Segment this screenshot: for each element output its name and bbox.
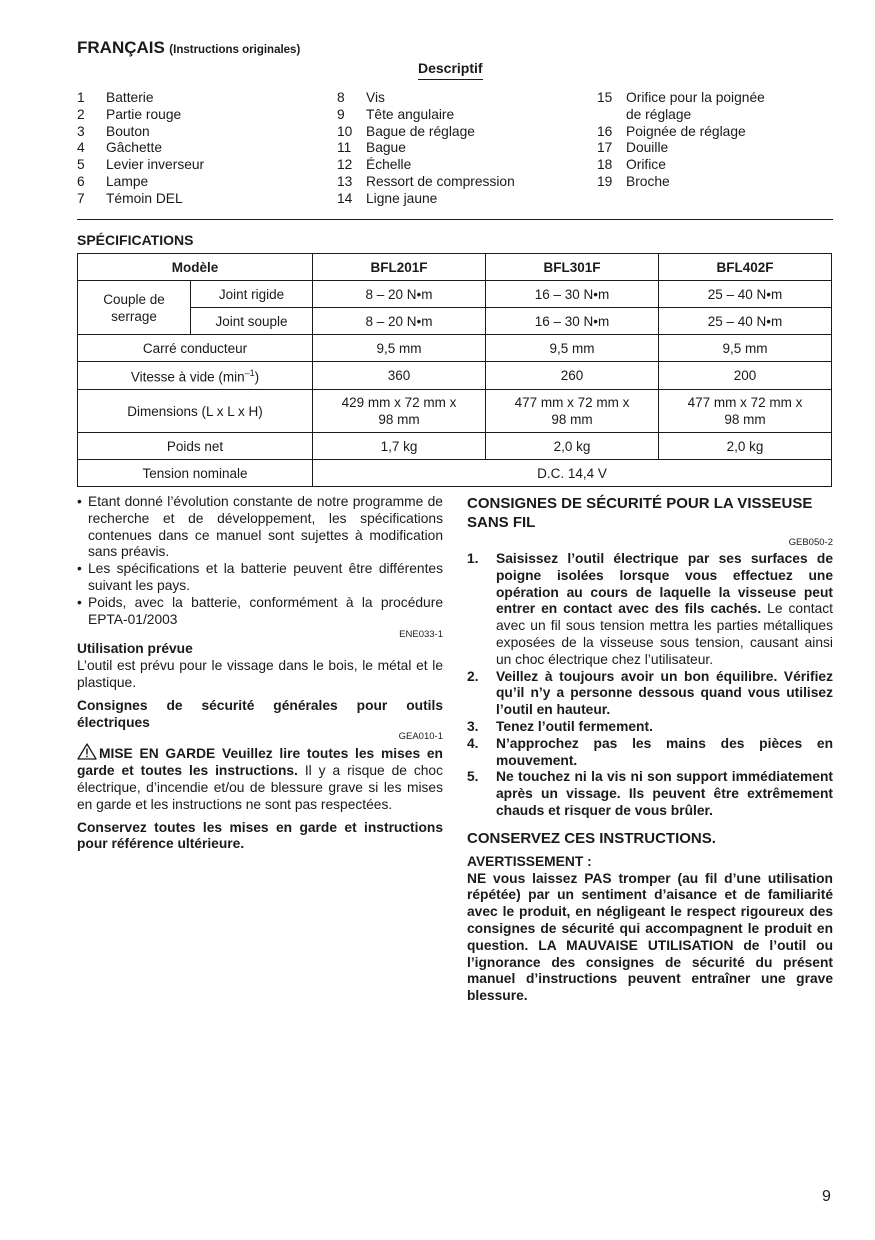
language-title: FRANÇAIS <box>77 38 165 57</box>
dimension-line: 429 mm x 72 mm x <box>341 395 457 410</box>
list-item <box>77 124 204 141</box>
table-row <box>78 362 832 390</box>
table-cell: Joint rigide <box>191 281 313 308</box>
speed-label-superscript: –1 <box>244 368 255 379</box>
list-item <box>77 140 204 157</box>
part-number: 17 <box>597 140 613 156</box>
table-row <box>78 254 832 281</box>
dimension-line: 98 mm <box>551 412 593 427</box>
list-item <box>467 736 833 770</box>
warning-body: NE vous laissez PAS tromper (au fil d’une utilisation répétée) par un sentiment d’aisance et de familiarité avec le produit, en négligeant le respect rigoureux des consignes de sécurité qui accompagnent le produit en question. LA MAUVAISE UTILISATION de l’outil ou l’ignorance des consignes de sécurité du présent manuel d’instructions peuvent entraîner une grave blessure. <box>467 870 833 1004</box>
dimension-line: 98 mm <box>724 412 766 427</box>
cordless-screwdriver-safety-title: CONSIGNES DE SÉCURITÉ POUR LA VISSEUSE SANS FIL <box>467 495 813 531</box>
spec-notes-list <box>77 494 443 628</box>
table-cell <box>313 390 486 433</box>
table-cell <box>78 281 191 335</box>
specifications-title: SPÉCIFICATIONS <box>77 232 194 248</box>
parts-list-column-2 <box>337 90 515 208</box>
part-number: 5 <box>77 157 85 173</box>
page-header <box>77 38 300 58</box>
item-text <box>496 736 833 770</box>
item-normal-text: Le contact avec un fil sous tension mettra les parties métalliques exposées de la visseuse sous tension, causant ainsi un choc électrique chez l’utilisateur. <box>496 601 833 667</box>
part-number: 2 <box>77 106 85 122</box>
table-cell <box>486 390 659 433</box>
table-cell: 260 <box>486 362 659 390</box>
list-item: • Les spécifications et la batterie peuvent être différentes suivant les pays. <box>77 561 443 595</box>
part-label: Ressort de compression <box>366 173 515 189</box>
table-cell <box>659 390 832 433</box>
keep-instructions-note: Conservez toutes les mises en garde et instructions pour référence ultérieure. <box>77 819 443 852</box>
item-number: 5. <box>467 769 479 785</box>
part-label: Bague de réglage <box>366 123 475 139</box>
part-label: Batterie <box>106 90 154 105</box>
torque-label-line: Couple de <box>103 291 165 307</box>
part-label: Poignée de réglage <box>626 123 746 139</box>
item-bold-text: Ne touchez ni la vis ni son support immédiatement après un vissage. Ils peuvent être extrêmement chauds et risquer de vous brûler. <box>496 769 833 818</box>
part-label: Lampe <box>106 173 149 189</box>
table-cell: 8 – 20 N•m <box>313 308 486 335</box>
parts-list-column-1 <box>77 90 204 208</box>
item-bold-text: Tenez l’outil fermement. <box>496 718 653 734</box>
table-cell: D.C. 14,4 V <box>313 460 832 487</box>
reference-code: GEB050-2 <box>788 537 833 548</box>
language-subtitle: (Instructions originales) <box>169 44 301 56</box>
part-label: Levier inverseur <box>106 157 205 173</box>
part-number: 9 <box>337 106 345 122</box>
list-item <box>77 191 204 208</box>
table-cell: 2,0 kg <box>486 433 659 460</box>
part-label: Gâchette <box>106 140 162 156</box>
part-label: de réglage <box>626 106 692 122</box>
part-label: Témoin DEL <box>106 190 183 206</box>
list-item <box>337 124 515 141</box>
item-number: 2. <box>467 668 479 684</box>
reference-code: ENE033-1 <box>399 629 443 641</box>
table-cell: 16 – 30 N•m <box>486 308 659 335</box>
reference-code: GEA010-1 <box>398 731 443 743</box>
list-item <box>77 90 204 107</box>
item-text <box>496 719 833 736</box>
part-number: 7 <box>77 190 85 206</box>
list-item <box>337 107 515 124</box>
table-cell: 360 <box>313 362 486 390</box>
list-item <box>467 669 833 719</box>
list-item <box>467 551 833 669</box>
item-bold-text: N’approchez pas les mains des pièces en mouvement. <box>496 735 833 768</box>
item-number: 1. <box>467 551 479 566</box>
part-label: Broche <box>626 173 670 189</box>
table-row <box>78 433 832 460</box>
part-label: Bague <box>366 140 406 156</box>
part-number: 14 <box>337 190 353 206</box>
part-number: 1 <box>77 90 85 105</box>
part-label: Vis <box>366 90 385 105</box>
table-cell: 200 <box>659 362 832 390</box>
table-header-cell: Modèle <box>78 254 313 281</box>
list-item <box>597 174 765 191</box>
page-number: 9 <box>822 1188 831 1205</box>
table-header-cell: BFL402F <box>659 254 832 281</box>
part-label: Orifice pour la poignée <box>626 90 765 105</box>
warning-paragraph <box>77 743 443 813</box>
general-safety-title: Consignes de sécurité générales pour outils électriques <box>77 697 443 730</box>
table-cell: Dimensions (L x L x H) <box>78 390 313 433</box>
part-number: 19 <box>597 173 613 189</box>
table-header-cell: BFL301F <box>486 254 659 281</box>
part-number: 12 <box>337 157 353 173</box>
part-label: Bouton <box>106 123 150 139</box>
list-item <box>597 90 765 107</box>
section-divider <box>77 219 833 220</box>
part-label: Ligne jaune <box>366 190 438 206</box>
list-item <box>337 90 515 107</box>
specifications-table <box>77 253 832 487</box>
table-cell: 8 – 20 N•m <box>313 281 486 308</box>
warning-triangle-icon <box>77 743 97 760</box>
part-number: 6 <box>77 173 85 189</box>
warning-bold-text: MISE EN GARDE Veuillez lire toutes les mises en garde et toutes les instructions. <box>77 746 443 779</box>
table-cell: 9,5 mm <box>313 335 486 362</box>
part-number: 4 <box>77 140 85 156</box>
table-cell: 16 – 30 N•m <box>486 281 659 308</box>
part-number: 11 <box>337 140 352 156</box>
part-number: 16 <box>597 123 613 139</box>
table-row <box>78 335 832 362</box>
table-row <box>78 390 832 433</box>
item-bold-text: Veillez à toujours avoir un bon équilibre. Vérifiez qu’il n’y a personne dessous quand vous utilisez l’outil en hauteur. <box>496 668 833 718</box>
list-item <box>337 140 515 157</box>
part-number: 18 <box>597 157 613 173</box>
part-number: 10 <box>337 123 353 139</box>
list-item <box>467 719 833 736</box>
part-label: Tête angulaire <box>366 106 455 122</box>
part-label: Douille <box>626 140 669 156</box>
dimension-line: 477 mm x 72 mm x <box>687 395 803 410</box>
list-item <box>597 124 765 141</box>
table-cell: 9,5 mm <box>659 335 832 362</box>
speed-label: Vitesse à vide (min <box>130 369 245 385</box>
item-number: 3. <box>467 718 479 734</box>
dimension-line: 98 mm <box>378 412 420 427</box>
list-item <box>597 140 765 157</box>
table-cell: 25 – 40 N•m <box>659 281 832 308</box>
part-number: 3 <box>77 123 85 139</box>
item-text <box>496 769 833 819</box>
part-number: 13 <box>337 173 353 189</box>
table-header-cell: BFL201F <box>313 254 486 281</box>
warning-title: AVERTISSEMENT : <box>467 853 592 869</box>
item-bold-text: Saisissez l’outil électrique par ses surfaces de poigne isolées lorsque vous effectuez une opération au cours de laquelle la visseuse peut entrer en contact avec des fils cachés. <box>496 551 833 617</box>
safety-rules-list <box>467 551 833 820</box>
intended-use-text: L’outil est prévu pour le vissage dans le bois, le métal et le plastique. <box>77 658 443 690</box>
dimension-line: 477 mm x 72 mm x <box>514 395 630 410</box>
list-item <box>77 174 204 191</box>
part-number <box>597 107 626 124</box>
table-row <box>78 460 832 487</box>
item-text <box>496 551 833 669</box>
left-column <box>77 494 443 853</box>
list-item <box>77 107 204 124</box>
table-row <box>78 308 832 335</box>
list-item: • Poids, avec la batterie, conformément à la procédure EPTA-01/2003 <box>77 595 443 629</box>
table-cell: Tension nominale <box>78 460 313 487</box>
table-row <box>78 281 832 308</box>
conserve-instructions-title: CONSERVEZ CES INSTRUCTIONS. <box>467 829 716 847</box>
warning-text: Il y a risque de choc électrique, d’incendie et/ou de blessure grave si les mises en garde et les instructions ne sont pas respectées. <box>77 763 444 812</box>
right-column <box>467 494 833 1005</box>
table-cell: Joint souple <box>191 308 313 335</box>
list-item <box>337 174 515 191</box>
part-number: 15 <box>597 90 613 105</box>
parts-list-column-3 <box>597 90 765 191</box>
table-cell: 9,5 mm <box>486 335 659 362</box>
part-label: Orifice <box>626 157 666 173</box>
speed-label-close: ) <box>254 369 260 385</box>
item-number: 4. <box>467 735 479 751</box>
table-cell <box>78 362 313 390</box>
list-item <box>77 157 204 174</box>
table-cell: 2,0 kg <box>659 433 832 460</box>
list-item <box>597 157 765 174</box>
item-text <box>496 669 833 719</box>
table-cell: Carré conducteur <box>78 335 313 362</box>
part-label: Échelle <box>366 157 412 173</box>
list-item: • Etant donné l’évolution constante de notre programme de recherche et de développement, les spécifications contenues dans ce manuel sont sujettes à modification sans préavis. <box>77 494 443 561</box>
torque-label-line: serrage <box>111 308 157 324</box>
list-item <box>337 191 515 208</box>
table-cell: 25 – 40 N•m <box>659 308 832 335</box>
descriptif-title: Descriptif <box>418 60 483 80</box>
list-item <box>337 157 515 174</box>
part-number: 8 <box>337 90 345 105</box>
intended-use-title: Utilisation prévue <box>77 641 193 657</box>
part-label: Partie rouge <box>106 106 182 122</box>
list-item <box>467 769 833 819</box>
table-cell: 1,7 kg <box>313 433 486 460</box>
list-item <box>597 107 765 124</box>
table-cell: Poids net <box>78 433 313 460</box>
